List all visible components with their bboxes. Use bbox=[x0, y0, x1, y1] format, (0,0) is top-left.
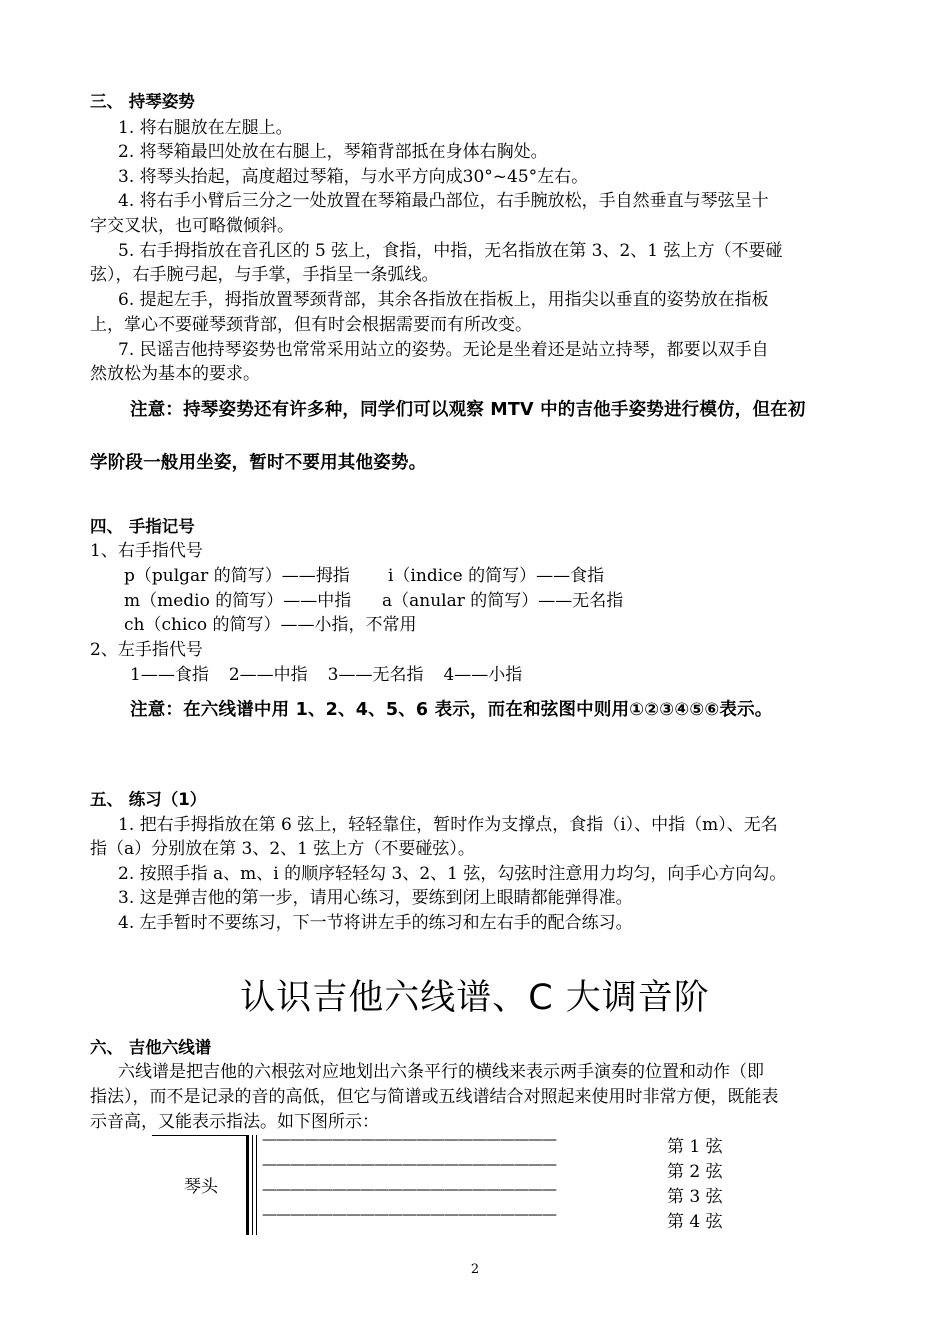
headstock-top-edge bbox=[152, 1135, 248, 1136]
sec5-item-2: 2. 按照手指 a、m、i 的顺序轻轻勾 3、2、1 弦，勾弦时注意用力均匀，向手心方向勾。 bbox=[118, 864, 787, 884]
nut-bar-thick bbox=[246, 1135, 249, 1235]
left-hand-subtitle: 2、左手指代号 bbox=[90, 640, 203, 660]
right-index-code: i（indice 的简写）——食指 bbox=[388, 566, 605, 586]
left-finger-2: 2——中指 bbox=[228, 665, 308, 685]
section-6-title: 六、 吉他六线谱 bbox=[90, 1038, 212, 1057]
page-number: 2 bbox=[470, 1262, 480, 1277]
chapter-title: 认识吉他六线谱、C 大调音阶 bbox=[240, 978, 710, 1018]
sec3-item-6-cont: 上，掌心不要碰琴颈背部，但有时会根据需要而有所改变。 bbox=[90, 315, 532, 335]
right-thumb-code: p（pulgar 的简写）——拇指 bbox=[124, 566, 350, 586]
sec6-para-3: 示音高，又能表示指法。如下图所示： bbox=[90, 1112, 379, 1132]
sec3-note-line-2: 学阶段一般用坐姿，暂时不要用其他姿势。 bbox=[90, 453, 427, 473]
section-3-title: 三、 持琴姿势 bbox=[90, 92, 195, 111]
left-finger-1: 1——食指 bbox=[130, 665, 209, 685]
string-label-2: 第 2 弦 bbox=[667, 1162, 723, 1182]
section-4-title: 四、 手指记号 bbox=[90, 517, 195, 536]
right-middle-code: m（medio 的简写）——中指 bbox=[124, 591, 352, 611]
string-line-4: ————————————————————— bbox=[262, 1205, 556, 1223]
nut-bar-thin-2 bbox=[256, 1135, 257, 1235]
string-line-1: ————————————————————— bbox=[262, 1130, 556, 1148]
sec4-note: 注意：在六线谱中用 1、2、4、5、6 表示，而在和弦图中则用①②③④⑤⑥表示。 bbox=[130, 700, 773, 720]
sec6-para-2: 指法），而不是记录的音的高低，但它与简谱或五线谱结合对照起来使用时非常方便，既能表 bbox=[90, 1087, 779, 1107]
sec3-note-line-1: 注意：持琴姿势还有许多种，同学们可以观察 MTV 中的吉他手姿势进行模仿，但在初 bbox=[130, 400, 806, 420]
string-label-3: 第 3 弦 bbox=[667, 1187, 723, 1207]
sec5-item-1: 1. 把右手拇指放在第 6 弦上，轻轻靠住，暂时作为支撑点，食指（i）、中指（m）、无名 bbox=[118, 815, 778, 835]
sec3-item-3: 3. 将琴头抬起，高度超过琴箱，与水平方向成30°~45°左右。 bbox=[118, 167, 589, 187]
sec3-item-4: 4. 将右手小臂后三分之一处放置在琴箱最凸部位，右手腕放松，手自然垂直与琴弦呈十 bbox=[118, 191, 769, 211]
sec3-item-1: 1. 将右腿放在左腿上。 bbox=[118, 118, 293, 138]
sec3-item-7: 7. 民谣吉他持琴姿势也常常采用站立的姿势。无论是坐着还是站立持琴，都要以双手自 bbox=[118, 340, 769, 360]
sec5-item-4: 4. 左手暂时不要练习，下一节将讲左手的练习和左右手的配合练习。 bbox=[118, 913, 633, 933]
sec5-item-1-cont: 指（a）分别放在第 3、2、1 弦上方（不要碰弦）。 bbox=[90, 839, 475, 859]
string-label-1: 第 1 弦 bbox=[667, 1137, 723, 1157]
sec3-item-5-cont: 弦），右手腕弓起，与手掌，手指呈一条弧线。 bbox=[90, 265, 439, 285]
sec3-item-7-cont: 然放松为基本的要求。 bbox=[90, 364, 260, 384]
left-hand-codes bbox=[130, 663, 522, 687]
left-finger-3: 3——无名指 bbox=[327, 665, 424, 685]
sec3-item-5: 5. 右手拇指放在音孔区的 5 弦上，食指，中指，无名指放在第 3、2、1 弦上方（不要碰 bbox=[118, 241, 783, 261]
nut-bar-thin bbox=[252, 1135, 253, 1235]
headstock-label: 琴头 bbox=[184, 1177, 218, 1197]
string-label-4: 第 4 弦 bbox=[667, 1212, 723, 1232]
right-little-code: ch（chico 的简写）——小指，不常用 bbox=[124, 615, 417, 635]
left-finger-4: 4——小指 bbox=[443, 665, 523, 685]
sec6-para-1: 六线谱是把吉他的六根弦对应地划出六条平行的横线来表示两手演奏的位置和动作（即 bbox=[118, 1062, 764, 1082]
sec3-item-2: 2. 将琴箱最凹处放在右腿上，琴箱背部抵在身体右胸处。 bbox=[118, 142, 548, 162]
right-ring-code: a（anular 的简写）——无名指 bbox=[382, 591, 624, 611]
sec3-item-4-cont: 字交叉状，也可略微倾斜。 bbox=[90, 216, 294, 236]
section-5-title: 五、 练习（1） bbox=[90, 790, 207, 809]
sec5-item-3: 3. 这是弹吉他的第一步，请用心练习，要练到闭上眼睛都能弹得准。 bbox=[118, 888, 633, 908]
right-hand-subtitle: 1、右手指代号 bbox=[90, 541, 203, 561]
string-line-2: ————————————————————— bbox=[262, 1155, 556, 1173]
sec3-item-6: 6. 提起左手，拇指放置琴颈背部，其余各指放在指板上，用指尖以垂直的姿势放在指板 bbox=[118, 290, 769, 310]
string-line-3: ————————————————————— bbox=[262, 1180, 556, 1198]
